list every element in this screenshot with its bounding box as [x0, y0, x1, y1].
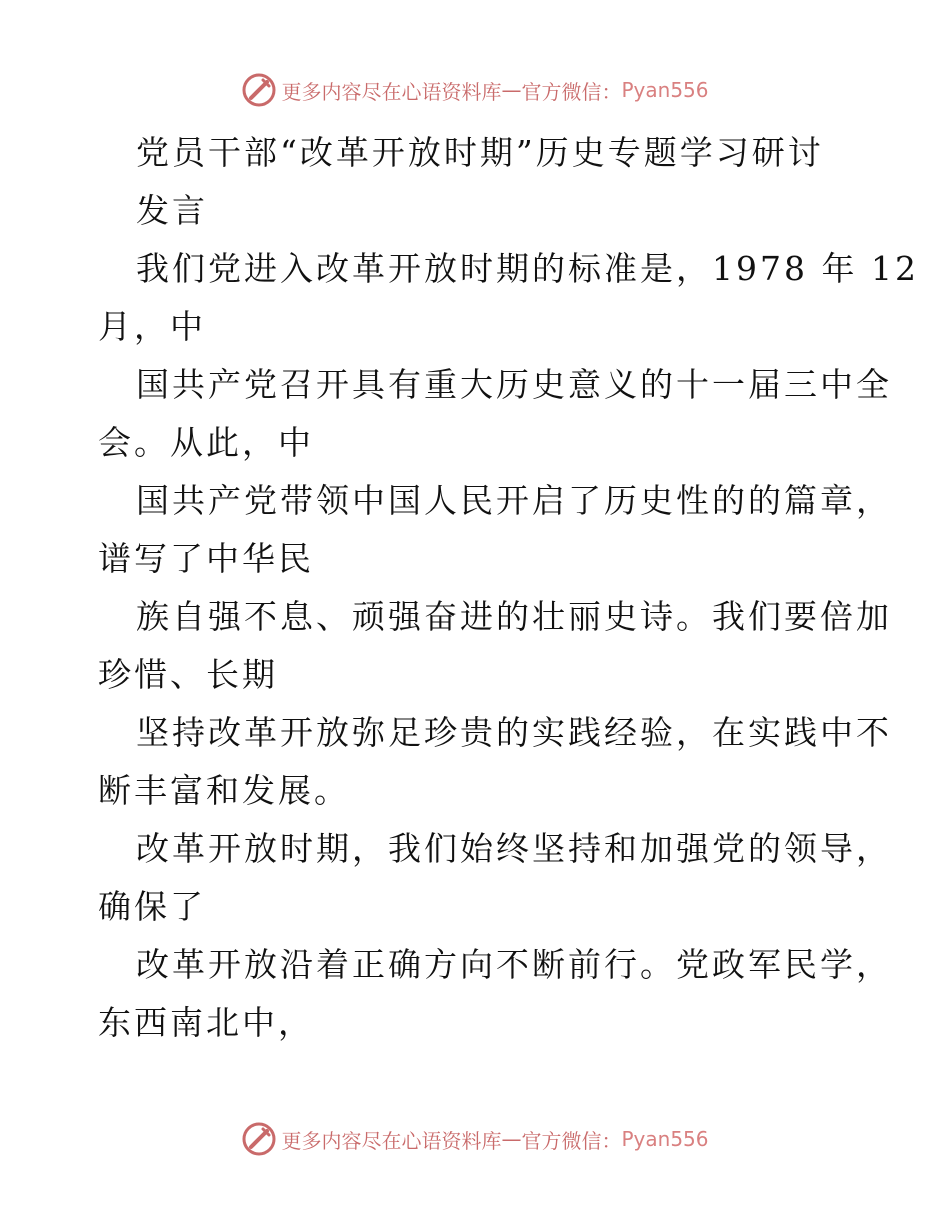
text-line: 改革开放时期，我们始终坚持和加强党的领导， — [136, 829, 892, 868]
brush-logo-icon — [241, 72, 277, 108]
watermark-wechat-label: 官方微信： — [521, 1128, 622, 1153]
text-line: 会。从此，中 — [98, 423, 314, 462]
text-line: 族自强不息、顽强奋进的壮丽史诗。我们要倍加 — [136, 597, 892, 636]
watermark-wechat-id: Pyan556 — [621, 78, 709, 102]
watermark-wechat-id: Pyan556 — [621, 1127, 709, 1151]
watermark-separator: — — [501, 78, 522, 102]
text-line: 确保了 — [98, 887, 206, 926]
text-line: 东西南北中， — [98, 1003, 314, 1042]
brush-logo-icon — [241, 1121, 277, 1157]
text-line: 珍惜、长期 — [98, 655, 278, 694]
watermark-wechat-label: 官方微信： — [521, 79, 622, 104]
watermark-site-text: 更多内容尽在心语资料库 — [281, 79, 502, 104]
text-line: 月，中 — [98, 307, 206, 346]
text-line: 党员干部“改革开放时期”历史专题学习研讨 — [136, 133, 824, 172]
footer-watermark — [0, 1119, 950, 1159]
header-watermark — [0, 70, 950, 110]
text-line: 国共产党召开具有重大历史意义的十一届三中全 — [136, 365, 892, 404]
document-body — [98, 124, 919, 1052]
text-line: 国共产党带领中国人民开启了历史性的的篇章， — [136, 481, 892, 520]
text-line: 断丰富和发展。 — [98, 771, 350, 810]
text-line: 我们党进入改革开放时期的标准是，1978 年 12 — [136, 249, 919, 288]
watermark-separator: — — [501, 1127, 522, 1151]
text-line: 发言 — [136, 191, 208, 230]
text-line: 坚持改革开放弥足珍贵的实践经验，在实践中不 — [136, 713, 892, 752]
watermark-site-text: 更多内容尽在心语资料库 — [281, 1128, 502, 1153]
text-line: 谱写了中华民 — [98, 539, 314, 578]
text-line: 改革开放沿着正确方向不断前行。党政军民学， — [136, 945, 892, 984]
